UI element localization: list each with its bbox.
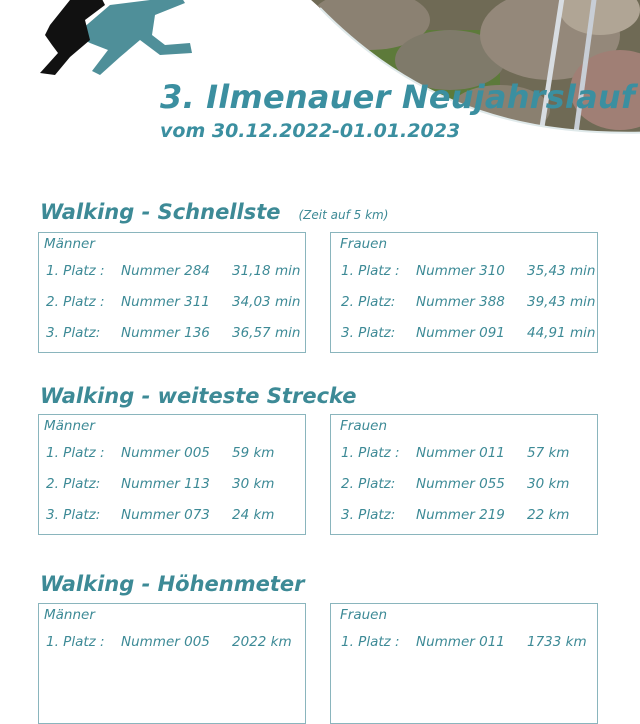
result-value: 44,91 min — [527, 325, 596, 341]
place: 1. Platz : — [46, 634, 105, 650]
results-box-women-elevation — [330, 603, 598, 724]
result-value: 22 km — [527, 507, 570, 523]
start-number: Nummer 005 — [121, 445, 210, 461]
start-number: Nummer 136 — [121, 325, 210, 341]
result-value: 24 km — [232, 507, 275, 523]
start-number: Nummer 311 — [121, 294, 210, 310]
results-box-men-elevation — [38, 603, 306, 724]
start-number: Nummer 091 — [416, 325, 505, 341]
hero-photo-rocks-with-walking-poles — [300, 0, 640, 140]
section-title-text: Walking - Schnellste — [40, 200, 281, 224]
place: 3. Platz: — [46, 507, 101, 523]
section-title-elevation — [40, 572, 305, 596]
event-date-range: vom 30.12.2022-01.01.2023 — [160, 120, 461, 142]
results-box-men-distance — [38, 414, 306, 535]
results-box-women-distance — [330, 414, 598, 535]
section-title-text: Walking - weiteste Strecke — [40, 384, 357, 408]
place: 1. Platz : — [341, 445, 400, 461]
start-number: Nummer 055 — [416, 476, 505, 492]
place: 3. Platz: — [341, 507, 396, 523]
runners-silhouette-graphic — [30, 0, 200, 90]
result-value: 39,43 min — [527, 294, 596, 310]
result-value: 34,03 min — [232, 294, 301, 310]
box-label-men: Männer — [44, 236, 95, 252]
result-value: 36,57 min — [232, 325, 301, 341]
start-number: Nummer 011 — [416, 634, 505, 650]
section-title-longest-distance — [40, 384, 356, 408]
start-number: Nummer 310 — [416, 263, 505, 279]
place: 2. Platz: — [341, 476, 396, 492]
place: 2. Platz: — [46, 476, 101, 492]
box-label-women: Frauen — [340, 418, 388, 434]
start-number: Nummer 073 — [121, 507, 210, 523]
result-value: 1733 km — [527, 634, 587, 650]
box-label-women: Frauen — [340, 607, 388, 623]
start-number: Nummer 284 — [121, 263, 210, 279]
place: 1. Platz : — [341, 263, 400, 279]
results-box-men-fastest — [38, 232, 306, 353]
result-value: 2022 km — [232, 634, 292, 650]
result-value: 57 km — [527, 445, 570, 461]
place: 3. Platz: — [46, 325, 101, 341]
section-title-fastest — [40, 200, 388, 224]
box-label-women: Frauen — [340, 236, 388, 252]
result-value: 30 km — [232, 476, 275, 492]
place: 1. Platz : — [341, 634, 400, 650]
box-label-men: Männer — [44, 418, 95, 434]
place: 1. Platz : — [46, 445, 105, 461]
place: 2. Platz : — [46, 294, 105, 310]
results-box-women-fastest — [330, 232, 598, 353]
result-value: 59 km — [232, 445, 275, 461]
start-number: Nummer 388 — [416, 294, 505, 310]
start-number: Nummer 219 — [416, 507, 505, 523]
place: 3. Platz: — [341, 325, 396, 341]
result-value: 31,18 min — [232, 263, 301, 279]
box-label-men: Männer — [44, 607, 95, 623]
place: 1. Platz : — [46, 263, 105, 279]
place: 2. Platz: — [341, 294, 396, 310]
start-number: Nummer 113 — [121, 476, 210, 492]
start-number: Nummer 011 — [416, 445, 505, 461]
result-value: 35,43 min — [527, 263, 596, 279]
result-value: 30 km — [527, 476, 570, 492]
section-note: (Zeit auf 5 km) — [298, 208, 389, 222]
section-title-text: Walking - Höhenmeter — [40, 572, 305, 596]
start-number: Nummer 005 — [121, 634, 210, 650]
event-title: 3. Ilmenauer Neujahrslauf — [160, 78, 635, 116]
